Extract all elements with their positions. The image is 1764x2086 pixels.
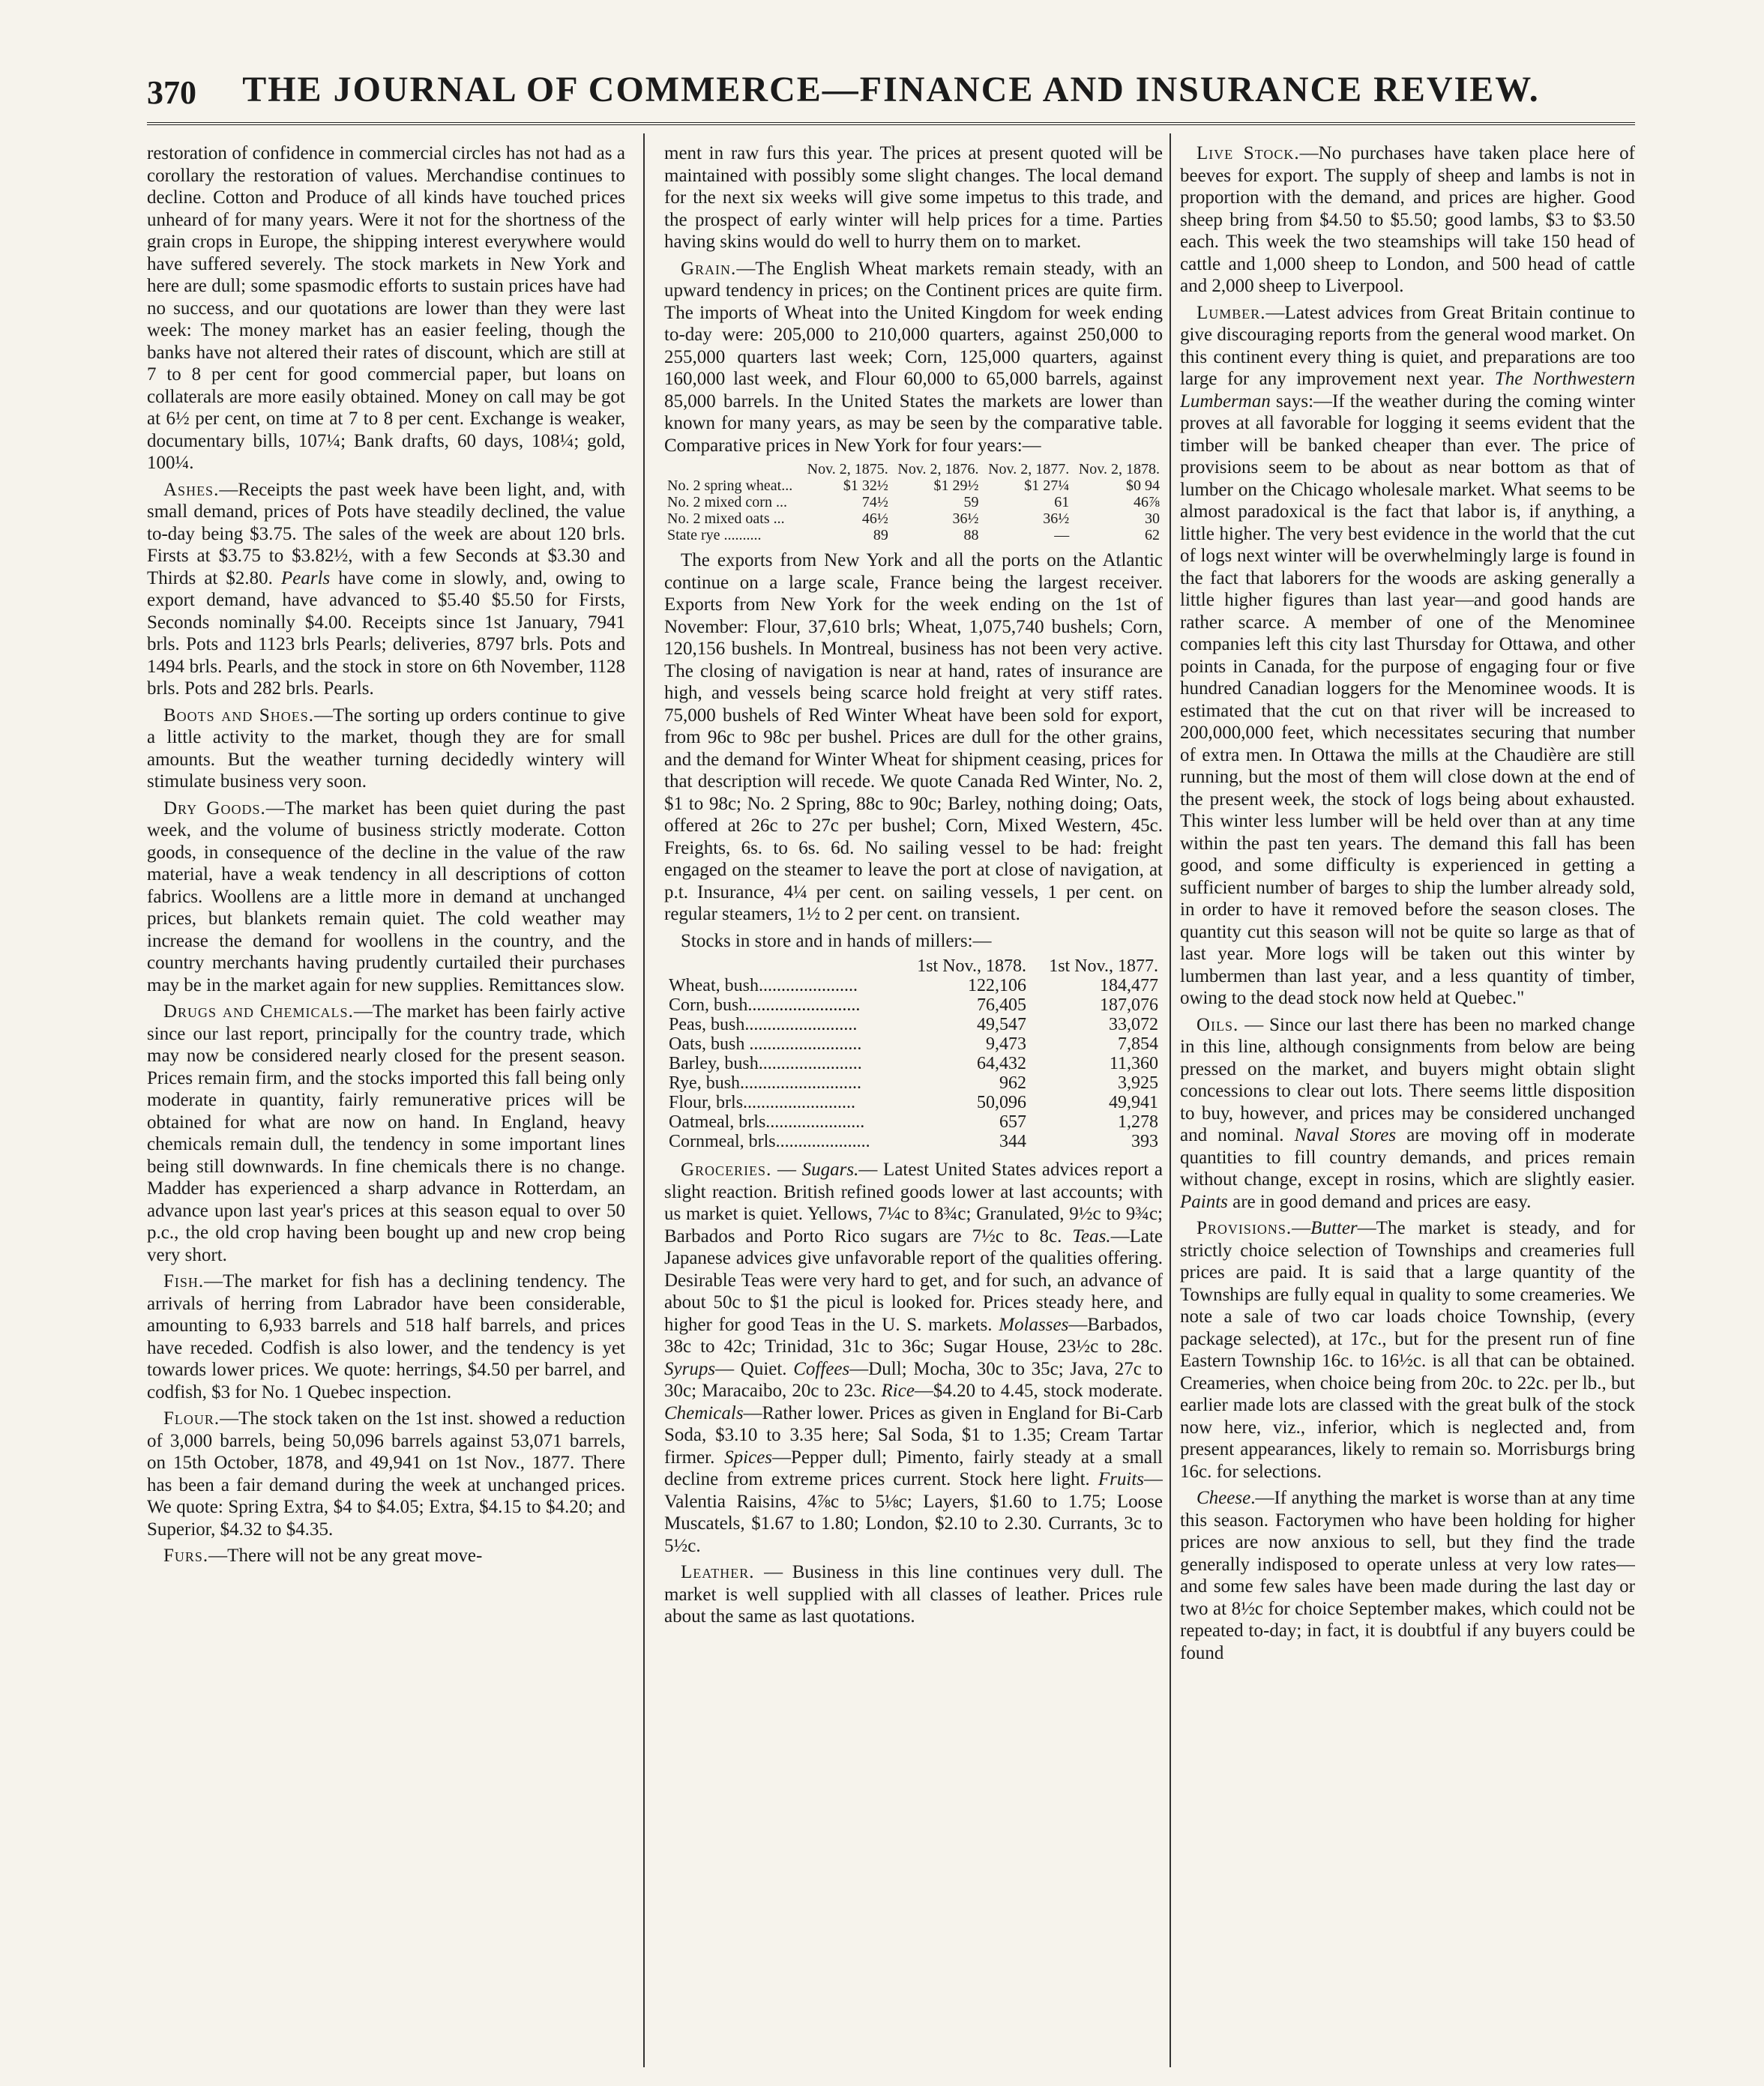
column-1 <box>147 142 625 2061</box>
flour-text: —The stock taken on the 1st inst. showed a reduction of 3,000 barrels, being 50,096 barrels against 53,071 barrels, on 15th October, 1878, and 49,941 on 1st Nov., 1877. There has been a fair demand during the week at unchanged prices. We quote: Spring Extra, $4 to $4.05; Extra, $4.15 to $4.20; and Superior, $4.32 to $4.35. <box>147 1408 625 1540</box>
table-header <box>664 461 801 477</box>
table-row <box>664 510 1163 527</box>
oils-text: — Since our last there has been no marked change in this line, although consignments from below are being pressed on the market, and buyers might obtain slight concessions to clear out lots. There seems little disposition to buy, however, and prices may be considered unchanged and nominal. <box>1180 1014 1635 1145</box>
table-cell: No. 2 mixed oats ... <box>667 510 785 527</box>
table-row <box>664 1112 1163 1132</box>
groceries-text-7: —Rather lower. Prices as given in England for Bi-Carb Soda, $3.10 to 3.35 here; Sal Soda, $1 to 1.35; Cream Tartar firmer. <box>664 1402 1163 1468</box>
lumber-text-2: says:—If the weather during the coming winter proves at all favorable for logging it seems evident that the timber will be banked cheaper than ever. The price of provisions seem to be about as near bottom as that of lumber on the Chicago wholesale market. What seems to be almost paradoxical is the fact that labor is, if anything, a little higher. The very best evidence in the world that the cut of logs next winter will be overwhelmingly large is found in the fact that laborers for the woods are asking generally a little higher figures than last year—and good hands are rather scarce. A member of one of the Menominee companies left this city last Thursday for Ottawa, and other points in Canada, for the purpose of engaging four or five hundred Canadian loggers for the Menominee woods. It is estimated that the cut on that river will be increased to 200,000,000 feet, which necessitates securing that number of extra men. In Ottawa the mills at the Chaudière are still running, but the most of them will close down at the end of the present week, the stock of logs being about exhausted. This winter less lumber will be held over than at any time within the past ten years. The demand this fall has been good, and some difficulty is experienced in getting a sufficient number of barges to ship the lumber already sold, in order to have it removed before the season closes. The quantity cut this season will not be quite so large as that of last year. More logs will be taken out this winter by lumbermen than last year, and a less quantity of timber, owing to the dead stock now held at Quebec." <box>1180 391 1635 1008</box>
heading-oils: Oils. <box>1196 1014 1239 1035</box>
table-cell: 89 <box>873 527 888 543</box>
table-row <box>664 995 1163 1015</box>
groceries-text: — Latest United States advices report a slight reaction. British refined goods lower at last accounts; with us market is quiet. Yellows, 7¼c to 8¾c; Granulated, 9½c to 9¾c; Barbados and Porto Rico sugars are 7½c to 8c. <box>664 1160 1163 1247</box>
table-row <box>664 1132 1163 1151</box>
heading-provisions: Provisions. <box>1196 1218 1292 1238</box>
table-header: 1st Nov., 1878. <box>917 956 1026 976</box>
paragraph-furs <box>147 1545 625 1567</box>
table-cell: Oats, bush ......................... <box>669 1034 862 1054</box>
table-cell: 3,925 <box>1118 1073 1158 1093</box>
drugs-chemicals-text: —The market has been fairly active since our last report, principally for the country trade, which may now be considered nearly closed for the present season. Prices remain firm, and the stocks imported this fall being only moderate in quantity, fairly remunerative prices will be obtained for what are now on hand. In England, heavy chemicals remain dull, the tendency in some important lines being still downwards. In fine chemicals there is no change. Madder has experienced a sharp advance in Rotterdam, an advance upon last year's prices at this season equal to over 50 p.c., the old crop having been bought up and new crop being very short. <box>147 1001 625 1265</box>
oils-text-2: are moving off in moderate quantities to fill country demands, and prices remain without change, except in rosins, which are slightly easier. <box>1180 1125 1635 1190</box>
table-cell: 36½ <box>1043 510 1070 527</box>
table-cell: $0 94 <box>1126 477 1160 494</box>
groceries-fruits: Fruits <box>1098 1469 1144 1489</box>
heading-grain: Grain. <box>681 258 737 279</box>
paragraph-grain <box>664 258 1163 457</box>
table-header: 1st Nov., 1877. <box>1049 956 1158 976</box>
table-cell: 184,477 <box>1100 976 1158 995</box>
table-cell: 46½ <box>861 510 888 527</box>
table-cell: — <box>1054 527 1070 543</box>
comparative-prices-table <box>664 461 1163 543</box>
table-cell: 61 <box>1054 494 1070 510</box>
paragraph-provisions: Provisions.—Butter—The market is steady, and for strictly choice selection of Townships and creameries full prices are paid. It is said that a large quantity of the Townships are fully equal in quality to some creameries. We note a sale of two car loads choice Township, (every package selected), at 17c., but for the present run of fine Eastern Township 16c. to 16½c. is all that can be obtained. Creameries, when choice being from 20c. to 22c. per lb., but earlier made lots are classed with the great bulk of the stock now here, viz., inferior, which is neglected and, from present appearances, likely to remain so. Morrisburgs bring 16c. for selections. <box>1180 1218 1635 1482</box>
table-cell: 88 <box>963 527 979 543</box>
groceries-text-5: —Dull; Mocha, 30c to 35c; Java, 27c to 30c; Maracaibo, 20c to 23c. <box>664 1358 1163 1401</box>
table-cell: 1,278 <box>1118 1112 1158 1132</box>
header-rule <box>147 122 1635 125</box>
paragraph-exports: The exports from New York and all the ports on the Atlantic continue on a large scale, France being the largest receiver. Exports from New York for the week ending on the 1st of November: Flour, 37,610 brls; Wheat, 1,075,740 bushels; Corn, 120,156 bushels. In Montreal, business has not been very active. The closing of navigation is near at hand, rates of insurance are high, and vessels being scarce hold freight at very stiff rates. 75,000 bushels of Red Winter Wheat have been sold for export, from 96c to 98c per bushel. Prices are dull for the other grains, and the demand for Winter Wheat for shipment ceasing, prices for that description will recede. We quote Canada Red Winter, No. 2, $1 to 98c; No. 2 Spring, 88c to 90c; Barley, nothing doing; Oats, offered at 26c to 27c per bushel; Corn, Mixed Western, 45c. Freights, 6s. to 6s. 6d. No sailing vessel to be had: freight engaged on the steamer to leave the port at close of navigation, at p.t. Insurance, 4¼ per cent. on sailing vessels, 1 per cent. on regular steamers, 1½ to 2 per cent. on transient. <box>664 550 1163 924</box>
table-cell: 49,547 <box>977 1015 1026 1034</box>
cheese-text: .—If anything the market is worse than at any time this season. Factorymen who have been holding for higher prices are now anxious to sell, but they find the trade generally indisposed to operate unless at very low rates—and some few sales have been made during the last day or two at 8½c for choice September makes, which could not be repeated to-day; in fact, it is doubtful if any buyers could be found <box>1180 1488 1635 1663</box>
paragraph-oils <box>1180 1014 1635 1214</box>
paragraph-live-stock <box>1180 142 1635 298</box>
groceries-coffees: Coffees <box>793 1358 850 1379</box>
table-cell: 74½ <box>861 494 888 510</box>
groceries-text-6: —$4.20 to 4.45, stock moderate. <box>914 1381 1163 1401</box>
stocks-intro: Stocks in store and in hands of millers:— <box>681 930 992 951</box>
table-cell: 33,072 <box>1109 1015 1158 1034</box>
heading-furs: Furs. <box>163 1546 209 1566</box>
table-cell: 64,432 <box>977 1054 1026 1073</box>
table-row <box>664 1073 1163 1093</box>
lumber-publication: The Northwestern Lumberman <box>1180 369 1635 412</box>
paragraph-boots-shoes <box>147 705 625 793</box>
table-cell: Barley, bush....................... <box>669 1054 862 1073</box>
table-cell: 7,854 <box>1118 1034 1158 1054</box>
table-cell: $1 32½ <box>843 477 888 494</box>
heading-drugs-chemicals: Drugs and Chemicals. <box>163 1001 354 1022</box>
column-divider-1 <box>643 133 645 2067</box>
table-header: Nov. 2, 1876. <box>897 461 979 477</box>
groceries-teas: Teas. <box>1072 1226 1111 1247</box>
table-cell: 344 <box>999 1132 1026 1151</box>
groceries-text-3: —Barbados, 38c to 42c; Trinidad, 31c to 36c; Sugar House, 23½c to 28c. <box>664 1314 1163 1357</box>
table-cell: 59 <box>963 494 979 510</box>
paragraph-drugs-chemicals <box>147 1001 625 1266</box>
groceries-text-9: —Valentia Raisins, 4⅞c to 5⅛c; Layers, $1.60 to 1.75; Loose Muscatels, $1.67 to 1.80; London, $2.10 to 2.30. Currants, 3c to 5½c. <box>664 1469 1163 1556</box>
table-row <box>664 477 1163 494</box>
table-cell: State rye .......... <box>667 527 762 543</box>
groceries-syrups: Syrups <box>664 1358 716 1379</box>
table-cell: 36½ <box>952 510 979 527</box>
provisions-butter: Butter <box>1310 1218 1358 1238</box>
table-cell: 49,941 <box>1109 1093 1158 1112</box>
boots-shoes-text: —The sorting up orders continue to give a little activity to the market, though they are for small amounts. But the weather turning decidedly wintery will stimulate business very soon. <box>147 705 625 792</box>
paragraph-leather <box>664 1561 1163 1628</box>
table-cell: 76,405 <box>977 995 1026 1015</box>
oils-naval-stores: Naval Stores <box>1294 1125 1397 1145</box>
oils-paints: Paints <box>1180 1191 1228 1212</box>
groceries-sugars: Sugars. <box>801 1160 859 1180</box>
table-row <box>664 976 1163 995</box>
ashes-pearls: Pearls <box>280 567 331 588</box>
journal-title: THE JOURNAL OF COMMERCE—FINANCE AND INSURANCE REVIEW. <box>242 70 1540 109</box>
table-cell: 11,360 <box>1109 1054 1158 1073</box>
table-row <box>664 1015 1163 1034</box>
table-cell: $1 29½ <box>933 477 979 494</box>
table-header: Nov. 2, 1878. <box>1078 461 1160 477</box>
table-header-row <box>664 956 1163 976</box>
lumber-text: —Latest advices from Great Britain continue to give discouraging reports from the general wood market. On this continent every thing is quiet, and preparations are too large for any improvement next year. <box>1180 302 1635 389</box>
paragraph-lumber <box>1180 302 1635 1010</box>
groceries-text-8: —Pepper dull; Pimento, fairly steady at a small decline from extreme prices current. Stock here light. <box>664 1447 1163 1489</box>
table-row <box>664 494 1163 510</box>
stocks-table <box>664 956 1163 1151</box>
heading-dry-goods: Dry Goods. <box>163 798 266 819</box>
provisions-text: —The market is steady, and for strictly choice selection of Townships and creameries full prices are paid. It is said that a large quantity of the Townships are fully equal in quality to some creameries. We note a sale of two car loads choice Township, (every package selected), at 17c., but for the present run of fine Eastern Township 16c. to 16½c. is all that can be obtained. Creameries, when choice being from 20c. to 22c. per lb., but earlier made lots are classed with the great bulk of the stock now here, viz., inferior, which is neglected and, from present appearances, likely to remain so. Morrisburgs bring 16c. for selections. <box>1180 1218 1635 1482</box>
column-2 <box>664 142 1163 2061</box>
table-row <box>664 1034 1163 1054</box>
table-cell: 62 <box>1145 527 1160 543</box>
table-cell: No. 2 mixed corn ... <box>667 494 787 510</box>
paragraph-flour <box>147 1408 625 1540</box>
table-cell: 187,076 <box>1100 995 1158 1015</box>
table-cell: 962 <box>999 1073 1026 1093</box>
column-3 <box>1180 142 1635 2061</box>
heading-groceries: Groceries. <box>681 1160 772 1180</box>
table-cell: No. 2 spring wheat... <box>667 477 793 494</box>
grain-text: —The English Wheat markets remain steady, with an upward tendency in prices; on the Continent prices are quite firm. The imports of Wheat into the United Kingdom for week ending to-day were: 205,000 to 210,000 quarters, against 250,000 to 255,000 quarters last week; Corn, 125,000 quarters, against 160,000 last week, and Flour 60,000 to 65,000 barrels, against 85,000 barrels. In the United States the markets are lower than known for many years, as may be seen by the comparative table. Comparative prices in New York for four years:— <box>664 258 1163 456</box>
heading-lumber: Lumber. <box>1196 302 1266 323</box>
table-row <box>664 1054 1163 1073</box>
table-cell: 393 <box>1131 1132 1158 1151</box>
paragraph-ashes <box>147 479 625 700</box>
column-divider-2 <box>1170 133 1171 2067</box>
paragraph-dry-goods <box>147 798 625 997</box>
table-cell: 50,096 <box>977 1093 1026 1112</box>
ashes-text-2: have come in slowly, and, owing to export demand, have advanced to $5.40 $5.50 for Firsts, Seconds nominally $4.00. Receipts since 1st January, 7941 brls. Pots and 1123 brls Pearls; deliveries, 8797 brls. Pots and 1494 brls. Pearls, and the stock in store on 6th November, 1128 brls. Pots and 282 brls. Pearls. <box>147 567 625 699</box>
table-cell: 122,106 <box>968 976 1026 995</box>
table-cell: 657 <box>999 1112 1026 1132</box>
heading-ashes: Ashes. <box>163 479 220 500</box>
heading-fish: Fish. <box>163 1271 205 1291</box>
heading-boots-shoes: Boots and Shoes. <box>163 705 315 726</box>
paragraph-cheese <box>1180 1487 1635 1664</box>
table-row <box>664 527 1163 543</box>
groceries-rice: Rice <box>881 1381 915 1401</box>
table-header: Nov. 2, 1875. <box>807 461 888 477</box>
page-number: 370 <box>147 74 196 111</box>
table-header: Nov. 2, 1877. <box>988 461 1070 477</box>
table-cell: Rye, bush........................... <box>669 1073 862 1093</box>
groceries-spices: Spices <box>724 1447 773 1468</box>
table-row <box>664 1093 1163 1112</box>
table-cell: Flour, brls......................... <box>669 1093 856 1112</box>
groceries-text-2: —Late Japanese advices give unfavorable report of the qualities offering. Desirable Teas were very hard to get, and for such, an advance of about 50c to $1 the picul is looked for. Prices steady here, and higher for good Teas in the U. S. markets. <box>664 1226 1163 1335</box>
table-cell: 30 <box>1145 510 1160 527</box>
table-cell: Wheat, bush...................... <box>669 976 858 995</box>
heading-live-stock: Live Stock. <box>1196 143 1300 163</box>
table-cell: Oatmeal, brls...................... <box>669 1112 865 1132</box>
oils-text-3: are in good demand and prices are easy. <box>1227 1191 1532 1212</box>
table-cell: Peas, bush......................... <box>669 1015 858 1034</box>
table-cell: 46⅞ <box>1134 494 1160 510</box>
page-header <box>147 69 1635 129</box>
heading-flour: Flour. <box>163 1408 220 1429</box>
table-header <box>664 956 899 976</box>
table-cell: 9,473 <box>986 1034 1026 1054</box>
cheese-heading: Cheese <box>1196 1488 1251 1508</box>
table-cell: Corn, bush......................... <box>669 995 861 1015</box>
table-cell: Cornmeal, brls..................... <box>669 1132 870 1151</box>
table-header-row <box>664 461 1163 477</box>
groceries-chemicals: Chemicals <box>664 1402 744 1423</box>
ashes-text: —Receipts the past week have been light, and, with small demand, prices of Pots have steadily declined, the value to-day being $3.75. The sales of the week are about 120 brls. Firsts at $3.75 to $3.82½, with a few Seconds at $3.30 and Thirds at $2.80. <box>147 479 625 588</box>
groceries-text-4: — Quiet. <box>715 1358 794 1379</box>
groceries-molasses: Molasses <box>999 1314 1069 1335</box>
paragraph-fish <box>147 1270 625 1403</box>
dry-goods-text: —The market has been quiet during the past week, and the volume of business strictly moderate. Cotton goods, in consequence of the decline in the value of the raw material, have a weak tendency in all descriptions of cotton fabrics. Woollens are a little more in demand at unchanged prices, but blankets remain quiet. The cold weather may increase the demand for woollens in the country, and the country merchants having prudently curtailed their purchases may be in the market again for new supplies. Remittances slow. <box>147 798 625 995</box>
live-stock-text: —No purchases have taken place here of beeves for export. The supply of sheep and lambs is not in proportion with the demand, and prices are higher. Good sheep bring from $4.50 to $5.50; good lambs, $3 to $3.50 each. This week the two steamships will take 150 head of cattle and 1,000 sheep to London, and 500 head of cattle and 2,000 sheep to Liverpool. <box>1180 143 1635 296</box>
paragraph-groceries: Groceries. — Sugars.— Latest United States advices report a slight reaction. British refined goods lower at last accounts; with us market is quiet. Yellows, 7¼c to 8¾c; Granulated, 9½c to 9¾c; Barbados and Porto Rico sugars are 7½c to 8c. Teas.—Late Japanese advices give unfavorable report of the qualities offering. Desirable Teas were very hard to get, and for such, an advance of about 50c to $1 the picul is looked for. Prices steady here, and higher for good Teas in the U. S. markets. Molasses—Barbados, 38c to 42c; Trinidad, 31c to 36c; Sugar House, 23½c to 28c. Syrups— Quiet. Coffees—Dull; Mocha, 30c to 35c; Java, 27c to 30c; Maracaibo, 20c to 23c. Rice—$4.20 to 4.45, stock moderate. Chemicals—Rather lower. Prices as given in England for Bi-Carb Soda, $3.10 to 3.35 here; Sal Soda, $1 to 1.35; Cream Tartar firmer. Spices—Pepper dull; Pimento, fairly steady at a small decline from extreme prices current. Stock here light. Fruits—Valentia Raisins, 4⅞c to 5⅛c; Layers, $1.60 to 1.75; Loose Muscatels, $1.67 to 1.80; London, $2.10 to 2.30. Currants, 3c to 5½c. <box>664 1160 1163 1556</box>
paragraph-finance: restoration of confidence in commercial circles has not had as a corollary the restoration of values. Merchandise continues to decline. Cotton and Produce of all kinds have touched prices unheard of for many years. Were it not for the shortness of the grain crops in Europe, the shipping interest everywhere would have suffered severely. The stock markets in New York and here are dull; some spasmodic efforts to sustain prices have had no success, and our quotations are lower than they were last week: The money market has an easier feeling, though the banks have not altered their rates of discount, which are still at 7 to 8 per cent for good commercial paper, but loans on collaterals are more easily obtained. Money on call may be got at 6½ per cent, on time at 7 to 8 per cent. Exchange is weaker, documentary bills, 107¼; Bank drafts, 60 days, 108¼; gold, 100¼. <box>147 143 625 473</box>
table-cell: $1 27¼ <box>1024 477 1070 494</box>
fish-text: —The market for fish has a declining tendency. The arrivals of herring from Labrador have been considerable, amounting to 6,933 barrels and 518 half barrels, and prices have receded. Codfish is also lower, and the tendency is yet towards lower prices. We quote: herrings, $4.50 per barrel, and codfish, $3 for No. 1 Quebec inspection. <box>147 1271 625 1402</box>
heading-leather: Leather. <box>681 1562 755 1582</box>
paragraph-furs-cont: ment in raw furs this year. The prices at present quoted will be maintained with possibly some slight changes. The local demand for the next six weeks will give some impetus to this trade, and the prospect of early winter will help prices for a time. Parties having skins would do well to hurry them on to market. <box>664 143 1163 252</box>
leather-text: — Business in this line continues very dull. The market is well supplied with all classes of leather. Prices rule about the same as last quotations. <box>664 1562 1163 1627</box>
furs-text: —There will not be any great move- <box>208 1546 483 1566</box>
